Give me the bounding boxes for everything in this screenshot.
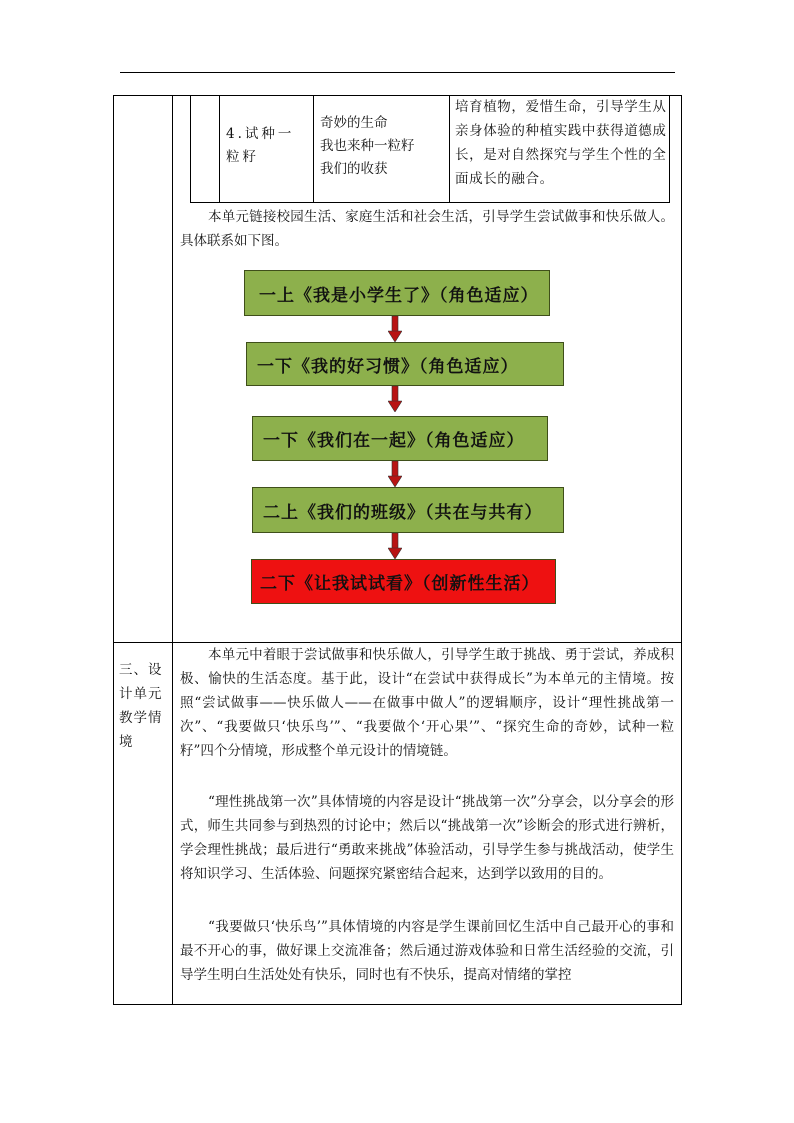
lesson-goal: 培育植物，爱惜生命，引导学生从亲身体验的种植实践中获得道德成长，是对自然探究与学生个性的全面成长的融合。 <box>455 99 667 187</box>
flow-step-3: 一下《我们在一起》（角色适应） <box>252 416 548 461</box>
flow-arrow-icon <box>388 461 402 487</box>
page-header-rule <box>120 72 675 73</box>
flow-arrow-icon <box>388 386 402 412</box>
section-paragraph: 本单元中着眼于尝试做事和快乐做人，引导学生敢于挑战、勇于尝试，养成积极、愉快的生活态度。基于此，设计“在尝试中获得成长”为本单元的主情境。按照“尝试做事——快乐做人——在做事中做人”的逻辑顺序，设计“理性挑战第一次”、“我要做只‘快乐鸟’”、“我要做个‘开心果’”、“探究生命的奇妙，试种一粒籽”四个分情境，形成整个单元设计的情境链。 <box>180 647 674 759</box>
lesson-topics <box>320 112 442 181</box>
lesson-topic: 我也来种一粒籽 <box>320 138 415 154</box>
lesson-topic: 我们的收获 <box>320 161 388 177</box>
flow-arrow-icon <box>388 316 402 342</box>
flow-step-1: 一上《我是小学生了》（角色适应） <box>244 270 550 316</box>
flow-step-5: 二下《让我试试看》（创新性生活） <box>251 559 556 604</box>
unit-link-paragraph: 本单元链接校园生活、家庭生活和社会生活，引导学生尝试做事和快乐做人。具体联系如下图。 <box>180 209 674 249</box>
lesson-table-divider <box>219 95 220 203</box>
lesson-table-divider <box>313 95 314 203</box>
section-paragraph: “我要做只‘快乐鸟’”具体情境的内容是学生课前回忆生活中自己最开心的事和最不开心的事，做好课上交流准备；然后通过游戏体验和日常生活经验的交流，引导学生明白生活处处有快乐，同时也有不快乐，提高对情绪的掌控 <box>180 919 674 983</box>
flow-step-4: 二上《我们的班级》（共在与共有） <box>252 487 564 533</box>
lesson-title: 4.试种一粒籽 <box>226 126 295 165</box>
flow-step-2: 一下《我的好习惯》（角色适应） <box>246 342 564 386</box>
section-paragraph: “理性挑战第一次”具体情境的内容是设计“挑战第一次”分享会，以分享会的形式，师生共同参与到热烈的讨论中；然后以“挑战第一次”诊断会的形式进行辨析，学会理性挑战；最后进行“勇敢来挑战”体验活动，引导学生参与挑战活动，使学生将知识学习、生活体验、问题探究紧密结合起来，达到学以致用的目的。 <box>180 794 674 882</box>
flow-arrow-icon <box>388 533 402 559</box>
section-label: 三、设计单元教学情境 <box>119 662 163 750</box>
lesson-topic: 奇妙的生命 <box>320 115 388 131</box>
lesson-table-divider <box>449 95 450 203</box>
outer-table-column-divider <box>172 95 173 1005</box>
